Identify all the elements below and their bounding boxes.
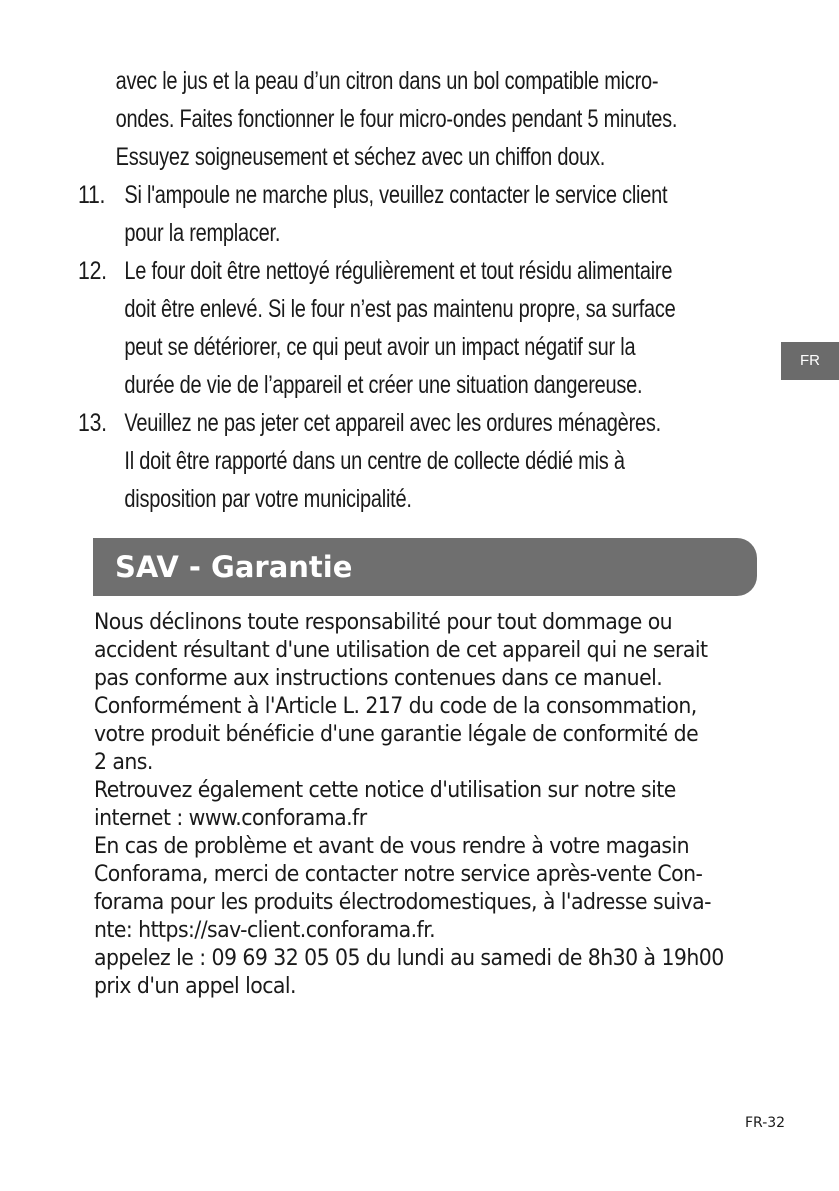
warranty-line: prix d'un appel local. xyxy=(94,974,296,999)
instruction-item-13 xyxy=(78,404,778,518)
warranty-line: Retrouvez également cette notice d'utilisation sur notre site xyxy=(94,778,676,803)
warranty-line: Nous déclinons toute responsabilité pour tout dommage ou xyxy=(94,610,673,635)
section-header-bar xyxy=(93,538,757,596)
website-line: internet : www.conforama.fr xyxy=(94,806,367,831)
instruction-line: durée de vie de l’appareil et créer une situation dangereuse. xyxy=(124,371,643,399)
warranty-line: En cas de problème et avant de vous rendre à votre magasin xyxy=(94,834,690,859)
instructions-list xyxy=(78,62,778,518)
language-tab: FR xyxy=(781,342,839,380)
warranty-line: accident résultant d'une utilisation de cet appareil qui ne serait xyxy=(94,638,708,663)
instruction-line: pour la remplacer. xyxy=(124,219,281,247)
instruction-line: Il doit être rapporté dans un centre de collecte dédié mis à xyxy=(124,447,625,475)
instruction-item-12 xyxy=(78,252,778,404)
section-title: SAV - Garantie xyxy=(115,550,353,584)
instruction-item-11 xyxy=(78,176,778,252)
warranty-line: Conforama, merci de contacter notre service après-vente Con- xyxy=(94,862,703,887)
instruction-line: doit être enlevé. Si le four n’est pas maintenu propre, sa surface xyxy=(124,295,676,323)
instruction-line: Si l'ampoule ne marche plus, veuillez contacter le service client xyxy=(124,181,668,209)
instruction-line: disposition par votre municipalité. xyxy=(124,485,412,513)
instruction-number: 13. xyxy=(78,409,107,437)
instruction-line: Veuillez ne pas jeter cet appareil avec les ordures ménagères. xyxy=(124,409,661,437)
warranty-line: pas conforme aux instructions contenues dans ce manuel. xyxy=(94,666,663,691)
instruction-line: Le four doit être nettoyé régulièrement et tout résidu alimentaire xyxy=(124,257,673,285)
instruction-continuation-line: avec le jus et la peau d’un citron dans un bol compatible micro- xyxy=(115,67,659,95)
warranty-line: Conformément à l'Article L. 217 du code de la consommation, xyxy=(94,694,697,719)
instruction-continuation-line: ondes. Faites fonctionner le four micro-ondes pendant 5 minutes. xyxy=(115,105,678,133)
warranty-paragraph xyxy=(94,609,794,1001)
instruction-number: 12. xyxy=(78,257,107,285)
warranty-line: 2 ans. xyxy=(94,750,153,775)
warranty-line: forama pour les produits électrodomestiques, à l'adresse suiva- xyxy=(94,890,711,915)
phone-line: appelez le : 09 69 32 05 05 du lundi au samedi de 8h30 à 19h00 xyxy=(94,946,724,971)
warranty-line: votre produit bénéficie d'une garantie légale de conformité de xyxy=(94,722,699,747)
instruction-line: peut se détériorer, ce qui peut avoir un impact négatif sur la xyxy=(124,333,636,361)
support-url-line: nte: https://sav-client.conforama.fr. xyxy=(94,918,436,943)
instruction-number: 11. xyxy=(78,181,106,209)
instruction-continuation-line: Essuyez soigneusement et séchez avec un chiffon doux. xyxy=(115,143,606,171)
page-number: FR-32 xyxy=(745,1115,786,1131)
